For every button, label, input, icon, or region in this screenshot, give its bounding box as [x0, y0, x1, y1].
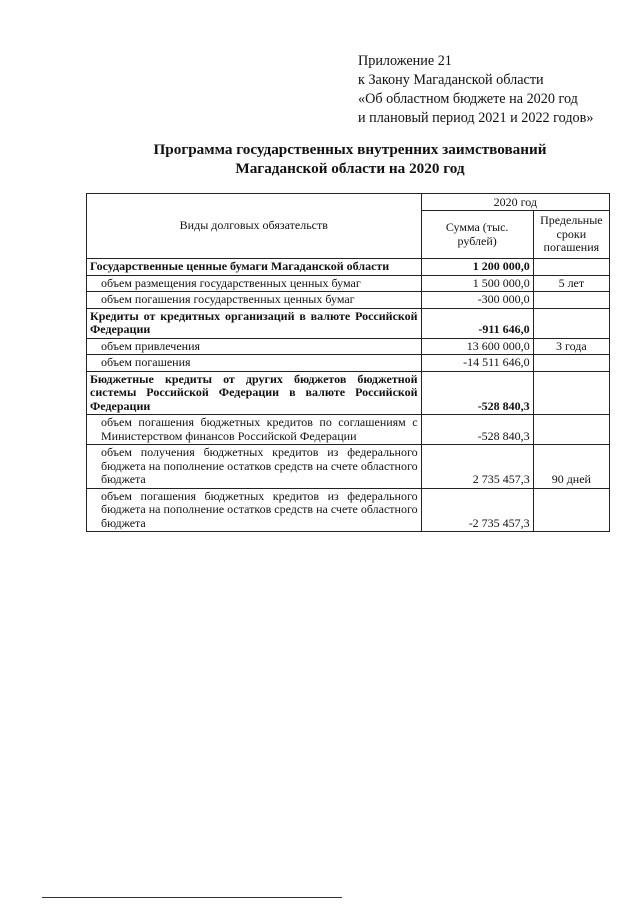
row-name: Бюджетные кредиты от других бюджетов бюджетной системы Российской Федерации в валюте Российской Федерации [87, 371, 422, 415]
row-sum: -528 840,3 [421, 415, 533, 445]
row-sum: -300 000,0 [421, 292, 533, 309]
row-sum: -528 840,3 [421, 371, 533, 415]
row-sum: -911 646,0 [421, 308, 533, 338]
row-name: объем погашения бюджетных кредитов из федерального бюджета на пополнение остатков средств на счете областного бюджета [87, 488, 422, 532]
row-name: объем погашения государственных ценных бумаг [87, 292, 422, 309]
table-row [87, 488, 610, 532]
row-sum: 13 600 000,0 [421, 338, 533, 355]
table-row [87, 259, 610, 276]
row-sum: 1 200 000,0 [421, 259, 533, 276]
title-line-2: Магаданской области на 2020 год [235, 160, 465, 177]
row-sum: 1 500 000,0 [421, 275, 533, 292]
row-name: объем получения бюджетных кредитов из федерального бюджета на пополнение остатков средств на счете областного бюджета [87, 445, 422, 489]
row-term [533, 371, 609, 415]
table-row [87, 445, 610, 489]
table-header-row [87, 194, 610, 211]
row-name: объем погашения бюджетных кредитов по соглашениям с Министерством финансов Российской Федерации [87, 415, 422, 445]
row-term: 90 дней [533, 445, 609, 489]
row-sum: -2 735 457,3 [421, 488, 533, 532]
row-name: объем размещения государственных ценных бумаг [87, 275, 422, 292]
table-row [87, 371, 610, 415]
row-term [533, 415, 609, 445]
appendix-line-4: и плановый период 2021 и 2022 годов» [358, 110, 594, 126]
row-term: 3 года [533, 338, 609, 355]
appendix-reference [358, 52, 628, 128]
header-sum: Сумма (тыс. рублей) [421, 211, 533, 259]
document-title [100, 140, 600, 178]
table-row [87, 415, 610, 445]
row-term [533, 488, 609, 532]
table-row [87, 275, 610, 292]
row-name: объем погашения [87, 355, 422, 372]
row-name: Кредиты от кредитных организаций в валюте Российской Федерации [87, 308, 422, 338]
header-term: Предельные сроки погашения [533, 211, 609, 259]
appendix-line-3: «Об областном бюджете на 2020 год [358, 91, 578, 107]
row-term [533, 292, 609, 309]
table-row [87, 355, 610, 372]
row-name: Государственные ценные бумаги Магаданской области [87, 259, 422, 276]
header-year: 2020 год [421, 194, 609, 211]
table-row [87, 338, 610, 355]
table-row [87, 292, 610, 309]
borrowings-table [86, 193, 610, 532]
row-term [533, 308, 609, 338]
table-row [87, 308, 610, 338]
row-sum: -14 511 646,0 [421, 355, 533, 372]
appendix-line-2: к Закону Магаданской области [358, 72, 544, 88]
footer-divider [42, 897, 342, 898]
row-sum: 2 735 457,3 [421, 445, 533, 489]
header-debt-types: Виды долговых обязательств [87, 194, 422, 259]
row-term [533, 259, 609, 276]
row-term [533, 355, 609, 372]
row-term: 5 лет [533, 275, 609, 292]
appendix-line-1: Приложение 21 [358, 53, 452, 69]
title-line-1: Программа государственных внутренних заимствований [153, 141, 547, 158]
row-name: объем привлечения [87, 338, 422, 355]
